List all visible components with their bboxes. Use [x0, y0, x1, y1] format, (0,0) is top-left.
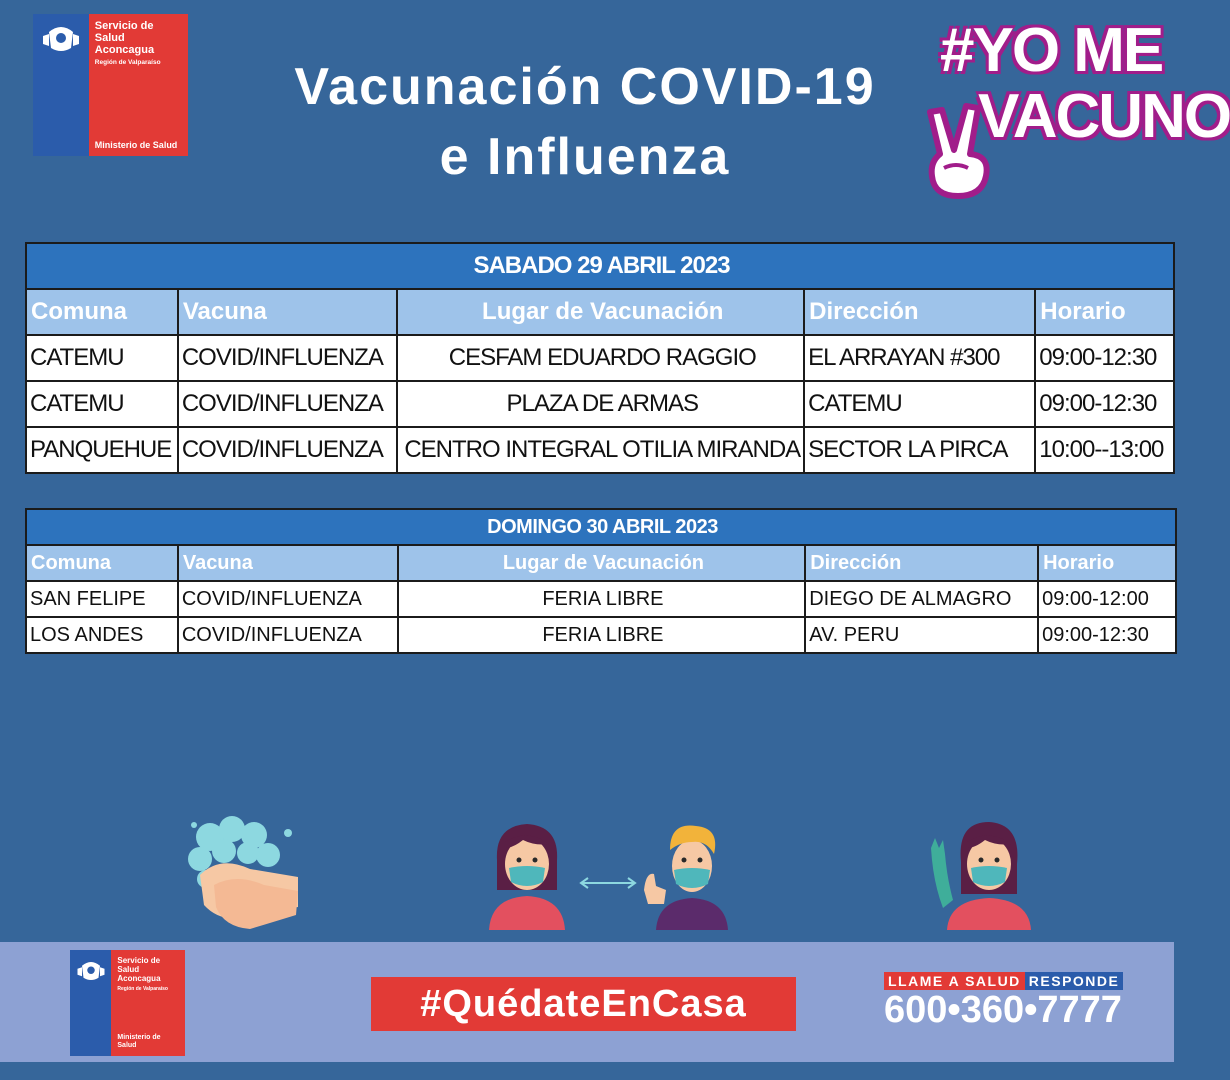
hand-washing-icon: [180, 815, 305, 935]
col-horario: Horario: [1038, 545, 1176, 581]
cell-horario: 09:00-12:30: [1035, 381, 1174, 427]
sunday-schedule-table: [25, 508, 1177, 654]
badge-line-2: VACUNO: [978, 82, 1230, 151]
cell-direccion: CATEMU: [804, 381, 1035, 427]
woman-with-mask-icon: [485, 820, 570, 930]
logo-ministry: Ministerio de Salud: [117, 1034, 161, 1049]
sunday-date-banner: DOMINGO 30 ABRIL 2023: [26, 509, 1176, 545]
cell-vacuna: COVID/INFLUENZA: [178, 581, 398, 617]
col-direccion: Dirección: [805, 545, 1038, 581]
yo-me-vacuno-badge: [918, 14, 1230, 200]
cell-vacuna: COVID/INFLUENZA: [178, 427, 398, 473]
table-row: [26, 617, 1176, 653]
waving-woman-icon: [925, 818, 1035, 930]
badge-line-1: #YO ME: [940, 16, 1163, 85]
logo-service-name: Servicio de Salud Aconcagua: [94, 20, 155, 56]
cell-horario: 09:00-12:30: [1038, 617, 1176, 653]
logo-region: Región de Valparaíso: [94, 59, 161, 66]
title-line-2: e Influenza: [439, 128, 731, 186]
col-horario: Horario: [1035, 289, 1174, 335]
table-row: [26, 581, 1176, 617]
cell-comuna: CATEMU: [26, 335, 178, 381]
cell-lugar: FERIA LIBRE: [398, 617, 806, 653]
cell-comuna: CATEMU: [26, 381, 178, 427]
servicio-salud-logo-footer: [70, 950, 185, 1056]
cell-comuna: LOS ANDES: [26, 617, 178, 653]
table-row: [26, 381, 1174, 427]
cell-lugar: FERIA LIBRE: [398, 581, 806, 617]
coat-of-arms-icon: [70, 950, 111, 1056]
quedate-en-casa-hashtag: #QuédateEnCasa: [371, 977, 796, 1031]
cell-lugar: PLAZA DE ARMAS: [397, 381, 804, 427]
cell-vacuna: COVID/INFLUENZA: [178, 381, 398, 427]
cell-horario: 09:00-12:30: [1035, 335, 1174, 381]
salud-label-a: LLAME A SALUD: [884, 972, 1025, 990]
cell-lugar: CESFAM EDUARDO RAGGIO: [397, 335, 804, 381]
cell-horario: 10:00--13:00: [1035, 427, 1174, 473]
page-title: [200, 52, 970, 192]
salud-responde-block: [884, 972, 1134, 1030]
cell-direccion: EL ARRAYAN #300: [804, 335, 1035, 381]
col-vacuna: Vacuna: [178, 289, 398, 335]
cell-horario: 09:00-12:00: [1038, 581, 1176, 617]
col-lugar: Lugar de Vacunación: [398, 545, 806, 581]
cell-direccion: DIEGO DE ALMAGRO: [805, 581, 1038, 617]
table-row: [26, 335, 1174, 381]
man-with-mask-icon: [640, 820, 730, 930]
cell-vacuna: COVID/INFLUENZA: [178, 335, 398, 381]
cell-vacuna: COVID/INFLUENZA: [178, 617, 398, 653]
col-vacuna: Vacuna: [178, 545, 398, 581]
cell-direccion: SECTOR LA PIRCA: [804, 427, 1035, 473]
peace-hand-icon: [920, 92, 1000, 202]
cell-direccion: AV. PERU: [805, 617, 1038, 653]
coat-of-arms-icon: [33, 14, 89, 156]
servicio-salud-logo: [33, 14, 188, 156]
saturday-schedule-table: [25, 242, 1175, 474]
col-comuna: Comuna: [26, 289, 178, 335]
cell-comuna: PANQUEHUE: [26, 427, 178, 473]
col-direccion: Dirección: [804, 289, 1035, 335]
col-lugar: Lugar de Vacunación: [397, 289, 804, 335]
salud-label-b: RESPONDE: [1025, 972, 1124, 990]
logo-ministry: Ministerio de Salud: [94, 140, 178, 150]
logo-region: Región de Valparaíso: [117, 986, 168, 992]
col-comuna: Comuna: [26, 545, 178, 581]
cell-comuna: SAN FELIPE: [26, 581, 178, 617]
saturday-date-banner: SABADO 29 ABRIL 2023: [26, 243, 1174, 289]
phone-number: 600•360•7777: [884, 989, 1122, 1031]
table-row: [26, 427, 1174, 473]
distance-arrow-icon: [578, 875, 638, 891]
logo-service-name: Servicio de Salud Aconcagua: [117, 956, 161, 983]
cell-lugar: CENTRO INTEGRAL OTILIA MIRANDA: [397, 427, 804, 473]
title-line-1: Vacunación COVID-19: [294, 58, 876, 116]
